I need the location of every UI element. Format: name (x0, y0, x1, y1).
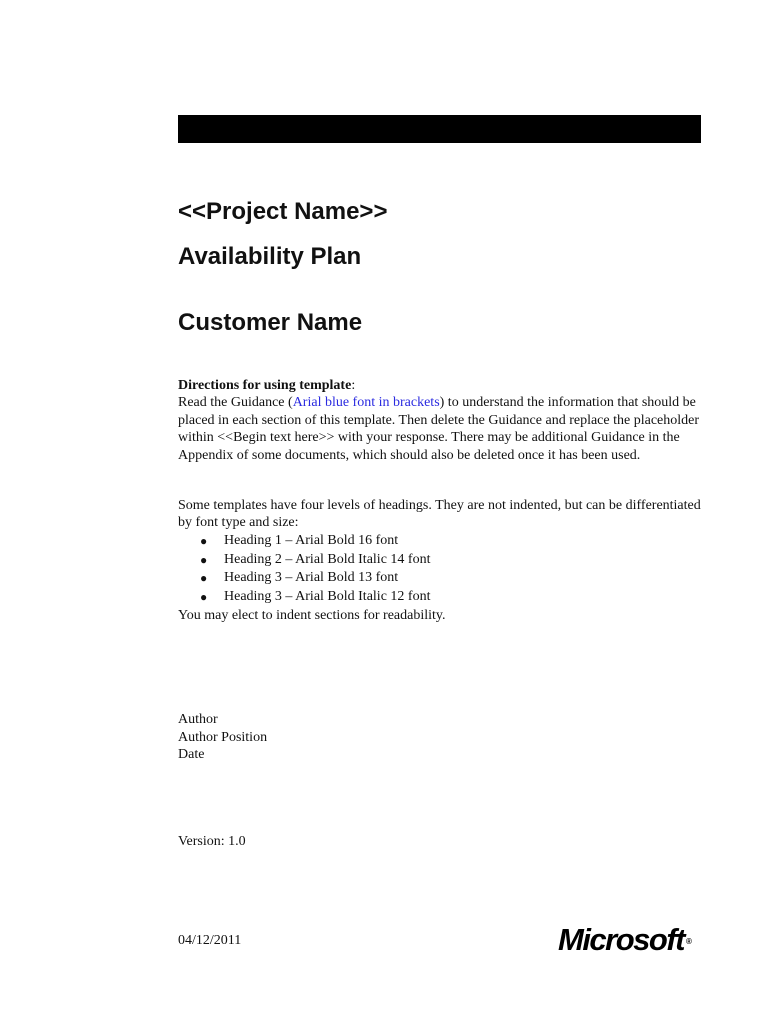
header-black-bar (178, 115, 701, 143)
heading-level-text: Heading 3 – Arial Bold Italic 12 font (224, 589, 431, 605)
heading-level-text: Heading 2 – Arial Bold Italic 14 font (224, 551, 431, 567)
directions-heading: Directions for using template (178, 378, 352, 393)
list-item (178, 532, 708, 551)
directions-heading-colon: : (351, 378, 356, 393)
registered-mark: ® (686, 936, 692, 946)
directions-block (178, 377, 708, 464)
author-position: Author Position (178, 729, 268, 745)
project-name-title: <<Project Name>> (178, 198, 388, 225)
author-block (178, 711, 708, 764)
headings-intro: Some templates have four levels of headings. They are not indented, but can be differentiated by font type and size: (178, 498, 701, 531)
bullet-icon: ● (200, 552, 208, 567)
bullet-icon: ● (200, 533, 208, 548)
heading-level-text: Heading 1 – Arial Bold 16 font (224, 532, 399, 548)
directions-paragraph (178, 394, 708, 464)
plan-title: Availability Plan (178, 243, 362, 270)
version-label: Version: 1.0 (178, 834, 246, 849)
bullet-icon: ● (200, 571, 208, 586)
list-item (178, 569, 708, 588)
author-date: Date (178, 747, 205, 763)
logo-text: Microsoft (558, 922, 684, 957)
list-item (178, 588, 708, 607)
directions-read-prefix: Read the Guidance ( (178, 395, 293, 411)
author-name: Author (178, 712, 218, 727)
heading-levels-block (178, 497, 708, 624)
directions-body-text: ) to understand the information that should be placed in each section of this template. Then delete the Guidance and replace the placeholder within <<Begin text here>> with your response. There may be additional Guidance in the Appendix of some documents, which should also be deleted once it has been used. (178, 395, 700, 463)
microsoft-logo (558, 922, 692, 960)
heading-levels-list (178, 532, 708, 607)
footer-date: 04/12/2011 (178, 933, 242, 948)
customer-name-title: Customer Name (178, 309, 363, 336)
heading-level-text: Heading 3 – Arial Bold 13 font (224, 570, 399, 586)
guidance-sample-text: Arial blue font in brackets (292, 395, 440, 411)
indent-note: You may elect to indent sections for readability. (178, 608, 446, 623)
bullet-icon: ● (200, 590, 208, 605)
list-item (178, 551, 708, 570)
